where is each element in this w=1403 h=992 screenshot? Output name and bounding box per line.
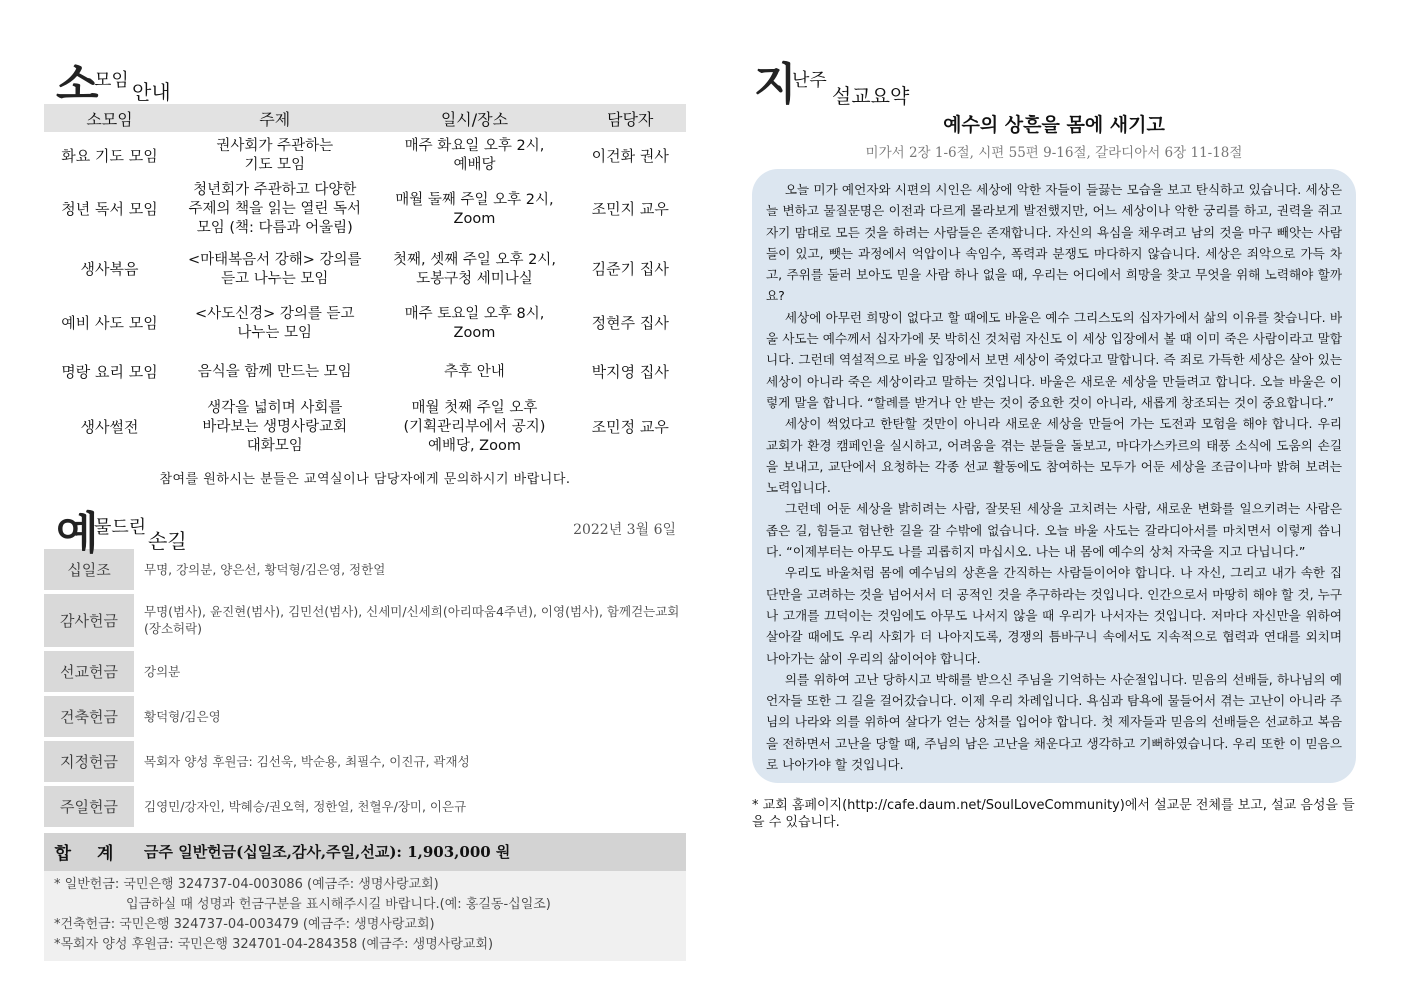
sermon-paragraph: 의를 위하여 고난 당하시고 박해를 받으신 주님을 기억하는 사순절입니다. 믿음의 선배들, 하나님의 예언자들 또한 그 길을 걸어갔습니다. 이제 우리 차례입니다. 욕심과 탐욕에 물들어서 겪는 고난이 아니라 주님의 나라와 의를 위하여 살다가 얻는 상처를 입어야 합니다. 첫 제자들과 믿음의 선배들은 선교하고 복음을 전하면서 고난을 당할 때, 주님의 남은 고난을 채운다고 생각하고 기뻐하였습니다. 우리 또한 이 믿음으로 나아가야 할 것입니다.	[766, 671, 1342, 773]
group-topic-line: 바라보는 생명사랑교회	[202, 419, 348, 435]
group-leader: 조민정 교우	[591, 418, 669, 436]
account-general: * 일반헌금: 국민은행 324737-04-003086 (예금주: 생명사랑교회)	[54, 876, 439, 892]
sermon-title-initial: 지	[754, 59, 797, 110]
group-time-line: 매주 화요일 오후 2시,	[404, 138, 545, 155]
offering-names: 목회자 양성 후원금: 김선욱, 박순용, 최필수, 이진규, 곽재성	[144, 753, 470, 769]
sermon-paragraph: 오늘 미가 예언자와 시편의 시인은 세상에 악한 자들이 들끓는 모습을 보고 탄식하고 있습니다. 세상은 늘 변하고 물질문명은 이전과 다르게 몰라보게 발전했지만, 어느 세상이나 악한 궁리를 하고, 권력을 쥐고 자기 맘대로 모든 것을 하려는 사람들은 존재합니다. 자신의 욕심을 채우려고 남의 것을 마구 빼앗는 사람들이 있고, 뺏는 과정에서 억압이나 속임수, 폭력과 분쟁도 마다하지 않습니다. 세상은 죄악으로 가득 차고, 주위를 둘러 보아도 믿을 사람 하나 없을 때, 우리는 어디에서 희망을 찾고 무엇을 위해 노력해야 할까요?	[766, 182, 1342, 304]
groups-table	[44, 104, 686, 460]
group-topic	[175, 178, 374, 242]
offering-names: 무명(범사), 윤진현(범사), 김민선(범사), 신세미/신세희(아리따움4주년), 이영(범사), 함께걷는교회(장소허락)	[144, 604, 680, 636]
right-page	[752, 48, 1356, 831]
total-row	[44, 833, 686, 871]
header-time: 일시/장소	[375, 104, 575, 134]
group-time-line: 예배당, Zoom	[427, 438, 521, 454]
total-text: 금주 일반헌금(십일조,감사,주일,선교): 1,903,000 원	[144, 843, 511, 861]
group-time-line: (기획관리부에서 공지)	[403, 419, 546, 435]
group-name: 생사썰전	[80, 418, 139, 436]
group-topic-line: 듣고 나누는 모임	[221, 270, 329, 287]
header-topic: 주제	[175, 104, 374, 134]
sermon-summary-box	[752, 169, 1356, 783]
offering-names: 강의분	[144, 663, 181, 679]
offering-row	[44, 786, 686, 827]
group-name: 청년 독서 모임	[61, 200, 158, 218]
group-row	[44, 396, 686, 460]
offering-names: 황덕형/김은영	[144, 708, 221, 724]
groups-notice: 참여를 원하시는 분들은 교역실이나 담당자에게 문의하시기 바랍니다.	[159, 471, 571, 487]
sermon-paragraph: 우리도 바울처럼 몸에 예수님의 상흔을 간직하는 사람들이어야 합니다. 나 자신, 그리고 내가 속한 집단만을 고려하는 것을 넘어서서 더 공적인 것을 추구하라는 것입니다. 인간으로서 마땅히 해야 할 것, 누구나 고개를 끄덕이는 것임에도 아무도 나서지 않을 때 우리가 나서자는 것입니다. 저마다 자신만을 위하여 살아갈 때에도 우리 사회가 더 나아지도록, 경쟁의 틈바구니 속에서도 지속적으로 협력과 연대를 외치며 나아가는 삶이 우리의 삶이어야 합니다.	[766, 565, 1342, 666]
group-time-line: 도봉구청 세미나실	[416, 270, 533, 287]
group-topic-line: 주제의 책을 읽는 열린 독서	[188, 201, 362, 217]
group-leader: 조민지 교우	[591, 200, 669, 218]
offering-label: 선교헌금	[44, 651, 134, 692]
account-building: *건축헌금: 국민은행 324737-04-003479 (예금주: 생명사랑교회)	[54, 916, 435, 932]
account-pastor-support: *목회자 양성 후원금: 국민은행 324701-04-284358 (예금주: 생명사랑교회)	[54, 936, 494, 952]
offerings-list	[44, 549, 686, 827]
group-topic	[175, 396, 374, 460]
group-time	[375, 396, 575, 460]
offering-date: 2022년 3월 6일	[573, 521, 676, 538]
group-topic-line: 권사회가 주관하는	[216, 138, 334, 155]
sermon-scripture: 미가서 2장 1-6절, 시편 55편 9-16절, 갈라디아서 6장 11-18절	[865, 145, 1243, 161]
sermon-paragraph: 세상에 아무런 희망이 없다고 할 때에도 바울은 예수 그리스도의 십자가에서 삶의 이유를 찾습니다. 바울 사도는 예수께서 십자가에 못 박히신 것처럼 자신도 이 세상 입장에서 볼 때 이미 죽은 사람이라고 말합니다. 그런데 역설적으로 바울 입장에서 보면 세상이 죽었다고 말합니다. 즉 죄로 가득한 세상은 살아 있는 세상이 아니라 죽은 세상이라고 말하는 것입니다. 바울은 새로운 세상을 만들려고 합니다. 오늘 바울은 이렇게 말을 합니다. “할례를 받거나 안 받는 것이 중요한 것이 아니라, 새롭게 창조되는 것이 중요합니다.”	[766, 309, 1342, 410]
group-time-line: 매월 둘째 주일 오후 2시,	[395, 191, 554, 208]
group-topic-line: 모임 (책: 다름과 어울림)	[196, 220, 353, 236]
group-topic-line: 기도 모임	[244, 157, 306, 174]
group-time	[375, 350, 575, 396]
group-topic	[175, 242, 374, 298]
group-topic	[175, 134, 374, 178]
group-topic-line: <사도신경> 강의를 듣고	[194, 305, 355, 322]
header-name: 소모임	[44, 104, 175, 134]
group-row	[44, 242, 686, 298]
sermon-title-part2: 설교요약	[832, 84, 910, 108]
groups-table-header	[44, 104, 686, 134]
offering-title-part1: 물드린	[94, 516, 147, 538]
offering-label: 주일헌금	[44, 786, 134, 827]
group-name: 명랑 요리 모임	[61, 363, 158, 381]
group-topic-line: 청년회가 주관하고 다양한	[193, 182, 357, 198]
account-instructions: 입금하실 때 성명과 헌금구분을 표시해주시길 바랍니다.(예: 홍길동-십일조)	[126, 896, 551, 912]
groups-title-part2: 안내	[132, 80, 171, 104]
group-time-line: 추후 안내	[444, 364, 505, 380]
group-time-line: Zoom	[453, 324, 496, 341]
offering-label: 감사헌금	[44, 594, 134, 647]
group-row	[44, 350, 686, 396]
offering-names: 무명, 강의분, 양은선, 황덕형/김은영, 정한얼	[144, 561, 386, 577]
group-time-line: 매월 첫째 주일 오후	[411, 400, 538, 416]
groups-title-part1: 모임	[94, 70, 129, 91]
group-name: 화요 기도 모임	[61, 146, 158, 165]
offering-row	[44, 549, 686, 590]
group-time	[375, 298, 575, 350]
group-topic	[175, 298, 374, 350]
sermon-paragraph: 세상이 썩었다고 한탄할 것만이 아니라 새로운 세상을 만들어 가는 도전과 모험을 해야 합니다. 우리 교회가 환경 캠페인을 실시하고, 어려움을 겪는 분들을 돌보고, 마다가스카르의 태풍 소식에 도움의 손길을 보내고, 교단에서 요청하는 각종 선교 활동에도 참여하는 모두가 어둔 세상을 조금이나마 밝혀 보려는 노력입니다.	[766, 416, 1342, 496]
group-topic-line: 나누는 모임	[237, 324, 313, 341]
group-topic-line: 생각을 넓히며 사회를	[207, 400, 343, 416]
offering-label: 지정헌금	[44, 741, 134, 782]
offering-label: 건축헌금	[44, 696, 134, 737]
offering-row	[44, 651, 686, 692]
offering-names: 김영민/강자인, 박혜승/권오혁, 정한얼, 천혈우/장미, 이은규	[144, 798, 467, 814]
sermon-paragraph: 그런데 어둔 세상을 밝히려는 사람, 잘못된 세상을 고치려는 사람, 새로운 변화를 일으키려는 사람은 좁은 길, 힘들고 험난한 길을 갈 수밖에 없습니다. 오늘 바울 사도는 갈라디아서를 마치면서 이렇게 씁니다. “이제부터는 아무도 나를 괴롭히지 마십시오. 나는 내 몸에 예수의 상처 자국을 지고 다닙니다.”	[766, 501, 1342, 560]
group-leader: 김준기 집사	[591, 260, 669, 278]
bank-accounts	[44, 871, 686, 961]
group-topic-line: 대화모임	[246, 438, 303, 454]
group-topic-line: <마태복음서 강해> 강의를	[187, 251, 362, 268]
group-row	[44, 178, 686, 242]
group-time	[375, 134, 575, 178]
group-time-line: Zoom	[453, 210, 496, 227]
group-row	[44, 298, 686, 350]
group-row	[44, 134, 686, 178]
offering-title-initial: 예	[56, 507, 99, 559]
header-leader: 담당자	[574, 104, 686, 134]
groups-section-title	[44, 48, 686, 110]
group-time	[375, 242, 575, 298]
offering-row	[44, 594, 686, 647]
group-topic	[175, 350, 374, 396]
groups-title-initial: 소	[56, 59, 99, 110]
group-time-line: 매주 토요일 오후 8시,	[404, 305, 545, 322]
group-leader: 이건화 권사	[591, 146, 669, 165]
group-time-line: 예배당	[453, 157, 496, 174]
offering-label: 십일조	[44, 549, 134, 590]
group-leader: 박지영 집사	[591, 363, 669, 381]
group-topic-line: 음식을 함께 만드는 모임	[197, 364, 352, 380]
offering-row	[44, 741, 686, 782]
offering-section-title	[44, 497, 686, 559]
sermon-title: 예수의 상흔을 몸에 새기고	[943, 114, 1165, 136]
offering-row	[44, 696, 686, 737]
group-time-line: 첫째, 셋째 주일 오후 2시,	[392, 251, 556, 268]
sermon-footnote: * 교회 홈페이지(http://cafe.daum.net/SoulLoveCommunity)에서 설교문 전체를 보고, 설교 음성을 들을 수 있습니다.	[752, 798, 1355, 831]
group-time	[375, 178, 575, 242]
sermon-title-part1: 난주	[792, 70, 827, 91]
group-name: 예비 사도 모임	[61, 314, 158, 332]
offering-title-part2: 손길	[148, 528, 187, 553]
group-name: 생사복음	[80, 260, 139, 278]
sermon-section-title	[752, 48, 1356, 110]
left-page	[44, 48, 686, 961]
total-label: 합 계	[54, 844, 124, 864]
group-leader: 정현주 집사	[591, 314, 669, 332]
